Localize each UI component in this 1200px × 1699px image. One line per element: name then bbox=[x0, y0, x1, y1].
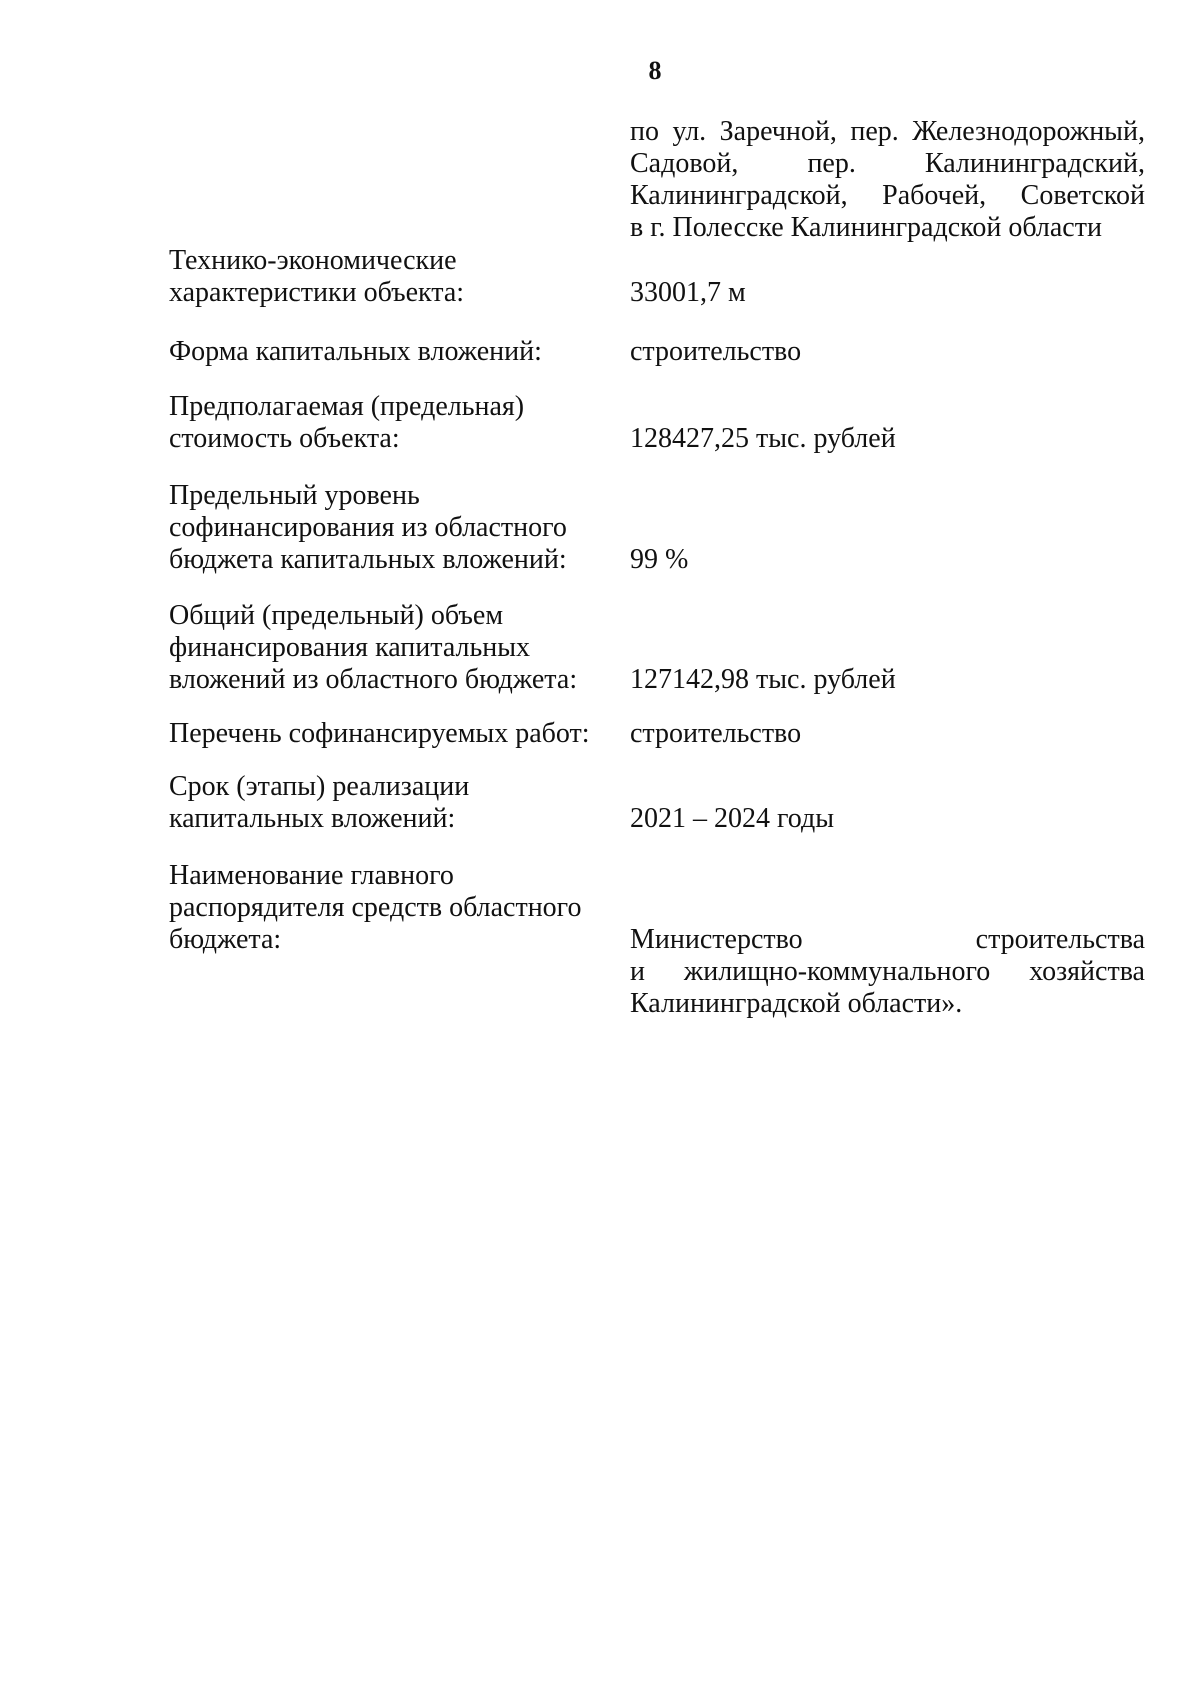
administrator-value-line-2 bbox=[630, 956, 1145, 988]
period-value: 2021 – 2024 годы bbox=[630, 803, 835, 834]
address-word: пер. bbox=[807, 148, 856, 179]
investment-form-value: строительство bbox=[630, 336, 802, 367]
administrator-label-line-3: бюджета: bbox=[169, 924, 282, 955]
address-word: Железнодорожный, bbox=[912, 116, 1145, 147]
period-label-line-1: Срок (этапы) реализации bbox=[169, 771, 470, 802]
cofinanced-works-value: строительство bbox=[630, 718, 802, 749]
address-word: пер. bbox=[850, 116, 899, 147]
administrator-word: жилищно-коммунального bbox=[683, 956, 991, 987]
tech-econ-label-line-2: характеристики объекта: bbox=[169, 277, 465, 308]
address-line-4: в г. Полесске Калининградской области bbox=[630, 212, 1102, 243]
estimated-cost-label-line-2: стоимость объекта: bbox=[169, 423, 400, 454]
estimated-cost-label-line-1: Предполагаемая (предельная) bbox=[169, 391, 525, 422]
administrator-value-line-1 bbox=[630, 924, 1145, 956]
period-label-line-2: капитальных вложений: bbox=[169, 803, 456, 834]
estimated-cost-value: 128427,25 тыс. рублей bbox=[630, 423, 896, 454]
total-financing-label-line-2: финансирования капитальных bbox=[169, 632, 531, 663]
administrator-word: и bbox=[630, 956, 645, 987]
address-word: Рабочей, bbox=[882, 180, 987, 211]
address-word: Калининградский, bbox=[924, 148, 1145, 179]
administrator-word: Министерство bbox=[630, 924, 803, 955]
address-line-2 bbox=[630, 148, 1145, 180]
investment-form-label: Форма капитальных вложений: bbox=[169, 336, 542, 367]
address-line-3 bbox=[630, 180, 1145, 212]
administrator-label-line-1: Наименование главного bbox=[169, 860, 454, 891]
cofinancing-value: 99 % bbox=[630, 544, 689, 575]
administrator-label-line-2: распорядителя средств областного bbox=[169, 892, 582, 923]
cofinancing-label-line-3: бюджета капитальных вложений: bbox=[169, 544, 567, 575]
cofinancing-label-line-2: софинансирования из областного bbox=[169, 512, 567, 543]
page-number: 8 bbox=[648, 56, 662, 85]
address-word: по bbox=[630, 116, 659, 147]
address-word: Заречной, bbox=[719, 116, 837, 147]
address-word: Советской bbox=[1020, 180, 1145, 211]
address-word: Калининградской, bbox=[630, 180, 848, 211]
total-financing-value: 127142,98 тыс. рублей bbox=[630, 664, 896, 695]
administrator-value-line-3: Калининградской области». bbox=[630, 988, 963, 1019]
cofinancing-label-line-1: Предельный уровень bbox=[169, 480, 420, 511]
administrator-word: хозяйства bbox=[1029, 956, 1145, 987]
tech-econ-label-line-1: Технико-экономические bbox=[169, 245, 457, 276]
address-word: Садовой, bbox=[630, 148, 739, 179]
cofinanced-works-label: Перечень софинансируемых работ: bbox=[169, 718, 590, 749]
administrator-word: строительства bbox=[975, 924, 1145, 955]
address-line-1 bbox=[630, 116, 1145, 148]
total-financing-label-line-1: Общий (предельный) объем bbox=[169, 600, 504, 631]
address-word: ул. bbox=[672, 116, 707, 147]
total-financing-label-line-3: вложений из областного бюджета: bbox=[169, 664, 578, 695]
tech-econ-value: 33001,7 м bbox=[630, 277, 746, 308]
